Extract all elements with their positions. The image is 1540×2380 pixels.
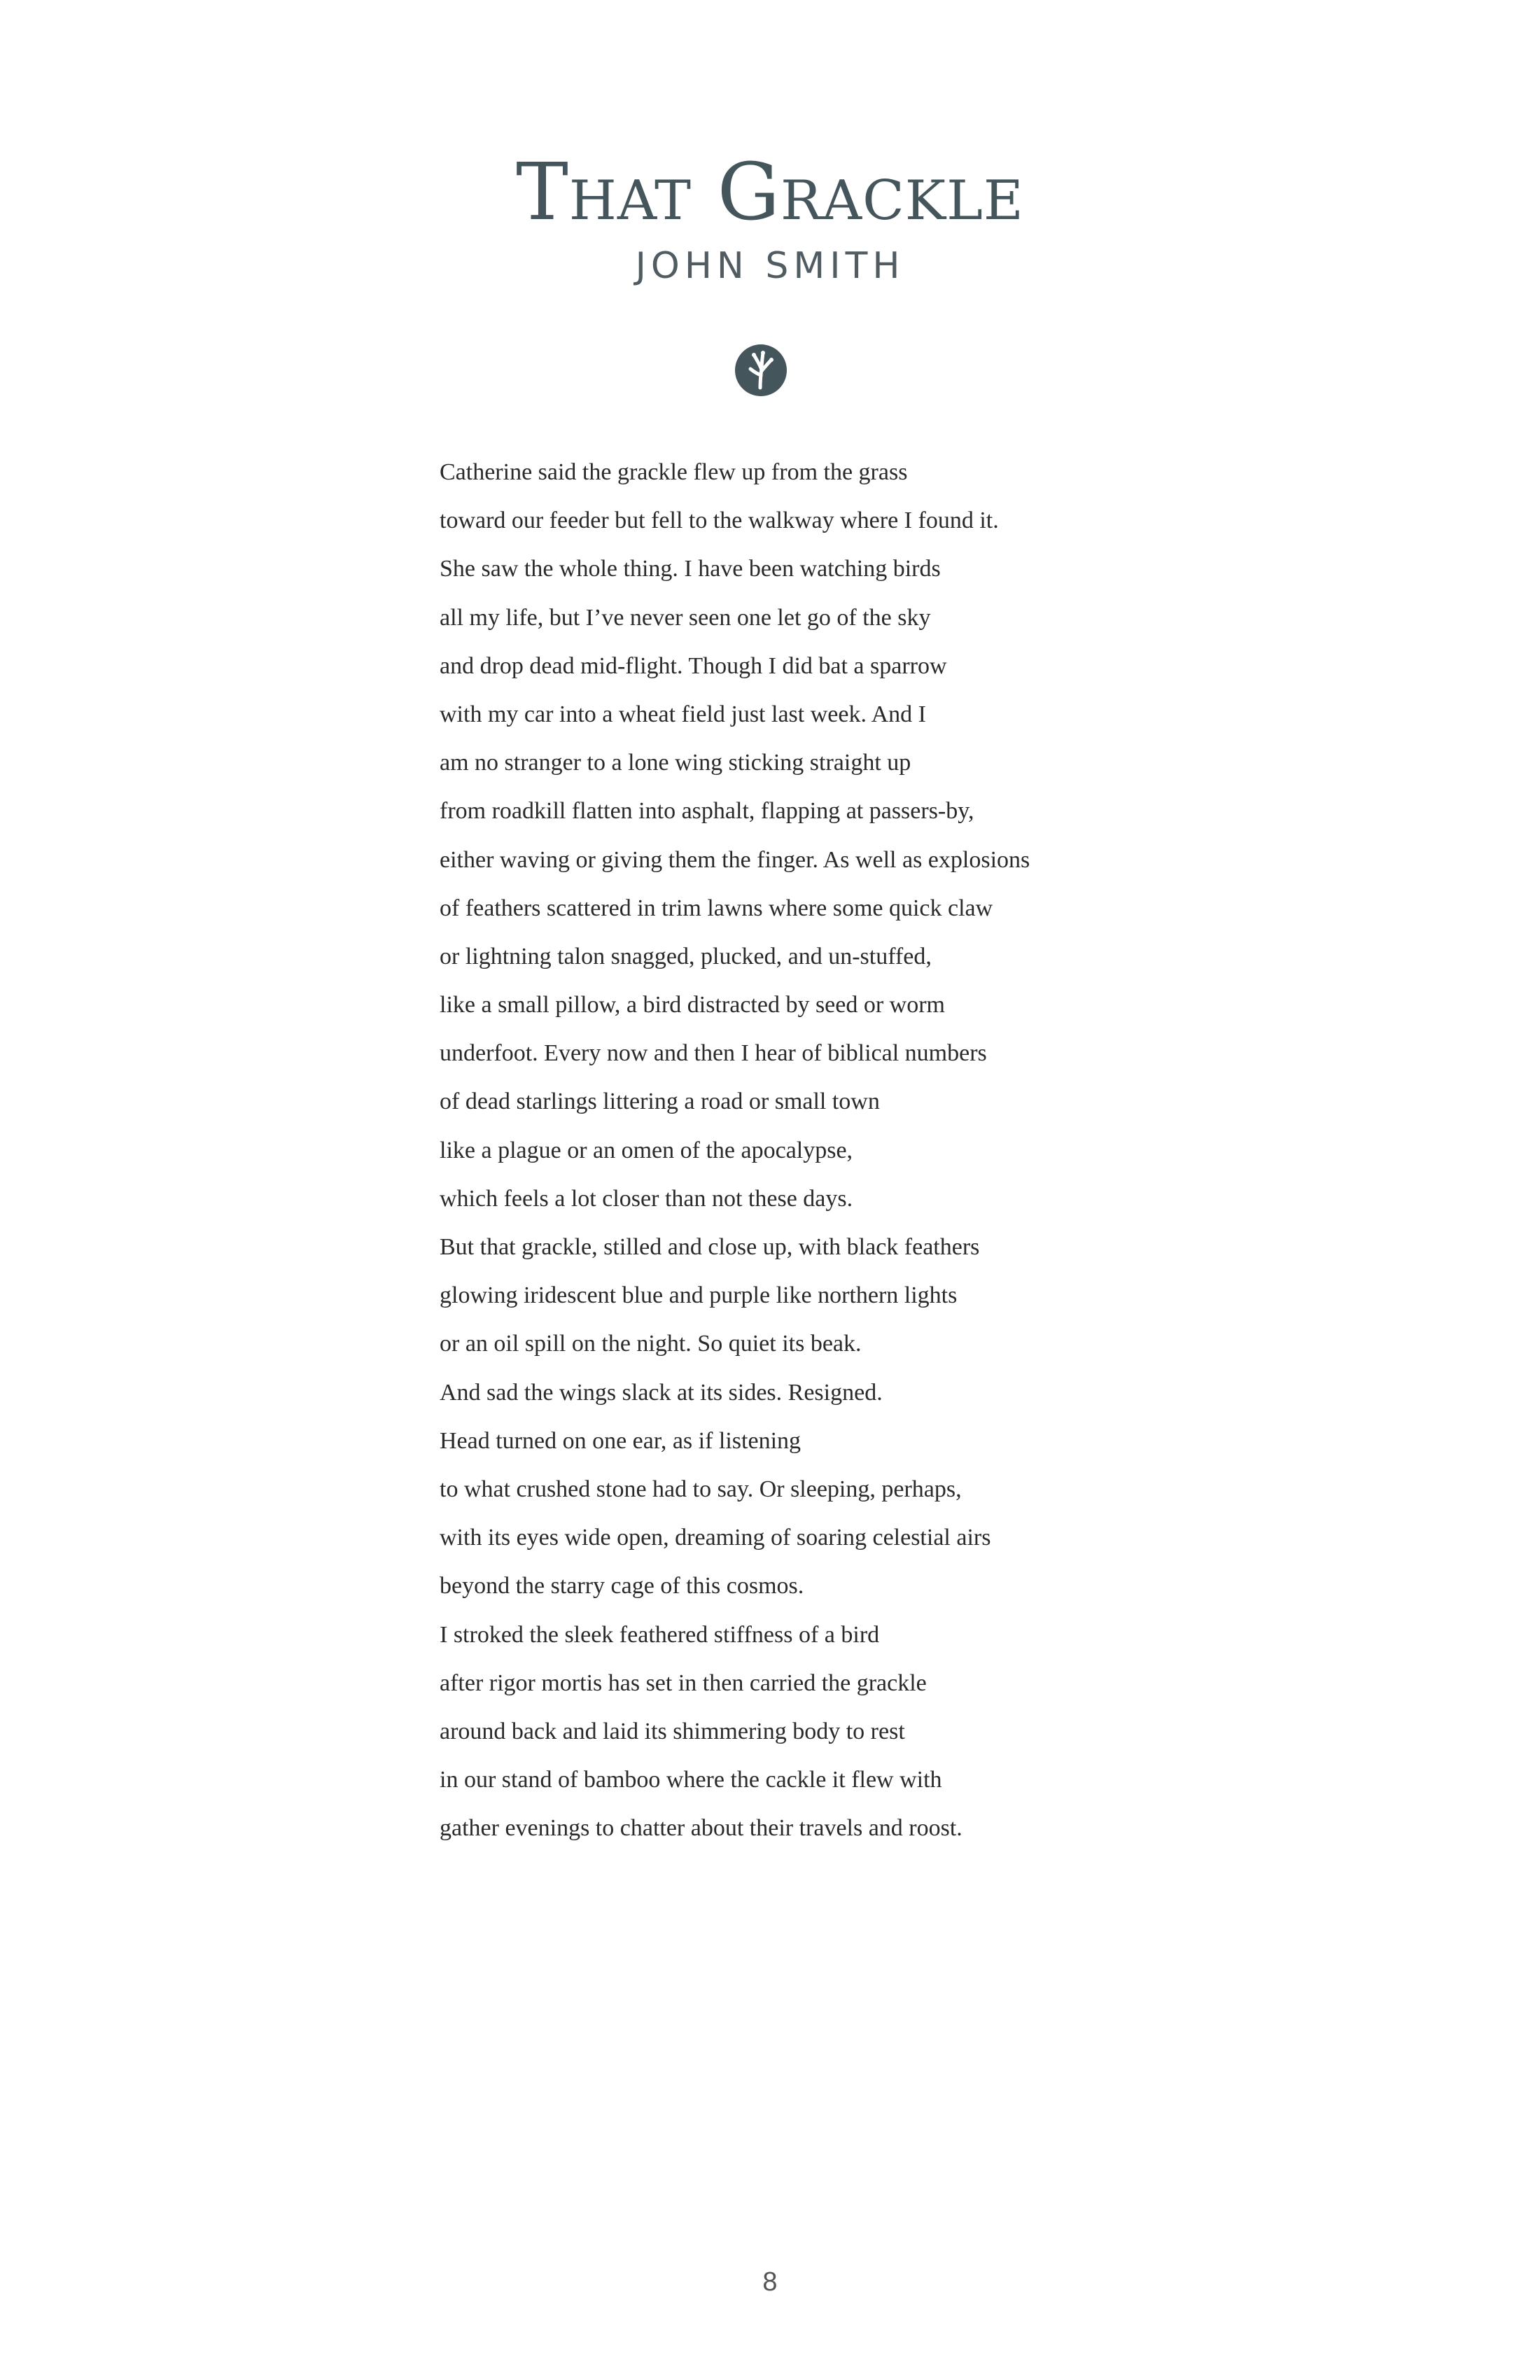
poem-line: from roadkill flatten into asphalt, flapping at passers-by, bbox=[440, 798, 974, 825]
poem-title: That Grackle bbox=[516, 147, 1024, 238]
poem-line: Catherine said the grackle flew up from the grass bbox=[440, 459, 908, 485]
poem-line: But that grackle, stilled and close up, with black feathers bbox=[440, 1234, 980, 1260]
poem-line: or lightning talon snagged, plucked, and un-stuffed, bbox=[440, 943, 932, 969]
poem-line: either waving or giving them the finger. As well as explosions bbox=[440, 846, 1030, 873]
poem-line: with my car into a wheat field just last week. And I bbox=[440, 701, 926, 727]
poem-line: after rigor mortis has set in then carried the grackle bbox=[440, 1670, 927, 1696]
poem-line: like a plague or an omen of the apocalypse, bbox=[440, 1137, 853, 1163]
poem-line: toward our feeder but fell to the walkway where I found it. bbox=[440, 507, 999, 534]
poem-line: of feathers scattered in trim lawns where some quick claw bbox=[440, 895, 993, 921]
poem-author: JOHN SMITH bbox=[635, 245, 905, 287]
poem-line: beyond the starry cage of this cosmos. bbox=[440, 1573, 804, 1600]
poem-body bbox=[440, 448, 1350, 1852]
poem-line: with its eyes wide open, dreaming of soaring celestial airs bbox=[440, 1525, 991, 1551]
poem-line: Head turned on one ear, as if listening bbox=[440, 1427, 802, 1454]
poem-line: She saw the whole thing. I have been watching birds bbox=[440, 556, 941, 582]
poem-line: And sad the wings slack at its sides. Resigned. bbox=[440, 1379, 883, 1406]
poem-line: like a small pillow, a bird distracted by seed or worm bbox=[440, 992, 946, 1018]
poem-line: am no stranger to a lone wing sticking straight up bbox=[440, 750, 911, 776]
poem-line: or an oil spill on the night. So quiet its beak. bbox=[440, 1331, 862, 1357]
page-number: 8 bbox=[762, 2267, 778, 2297]
bird-foot-icon bbox=[735, 344, 787, 396]
poem-line: which feels a lot closer than not these days. bbox=[440, 1185, 853, 1212]
poem-line: in our stand of bamboo where the cackle it flew with bbox=[440, 1767, 942, 1793]
poem-line: gather evenings to chatter about their travels and roost. bbox=[440, 1815, 962, 1842]
poem-line: underfoot. Every now and then I hear of biblical numbers bbox=[440, 1040, 987, 1067]
poem-line: around back and laid its shimmering body to rest bbox=[440, 1718, 905, 1744]
poem-line: I stroked the sleek feathered stiffness of a bird bbox=[440, 1621, 880, 1648]
poem-line: and drop dead mid-flight. Though I did bat a sparrow bbox=[440, 652, 947, 679]
poem-line: to what crushed stone had to say. Or sleeping, perhaps, bbox=[440, 1476, 962, 1502]
poem-line: of dead starlings littering a road or small town bbox=[440, 1088, 880, 1115]
poem-line: all my life, but I’ve never seen one let go of the sky bbox=[440, 604, 931, 631]
poem-line: glowing iridescent blue and purple like northern lights bbox=[440, 1282, 958, 1309]
